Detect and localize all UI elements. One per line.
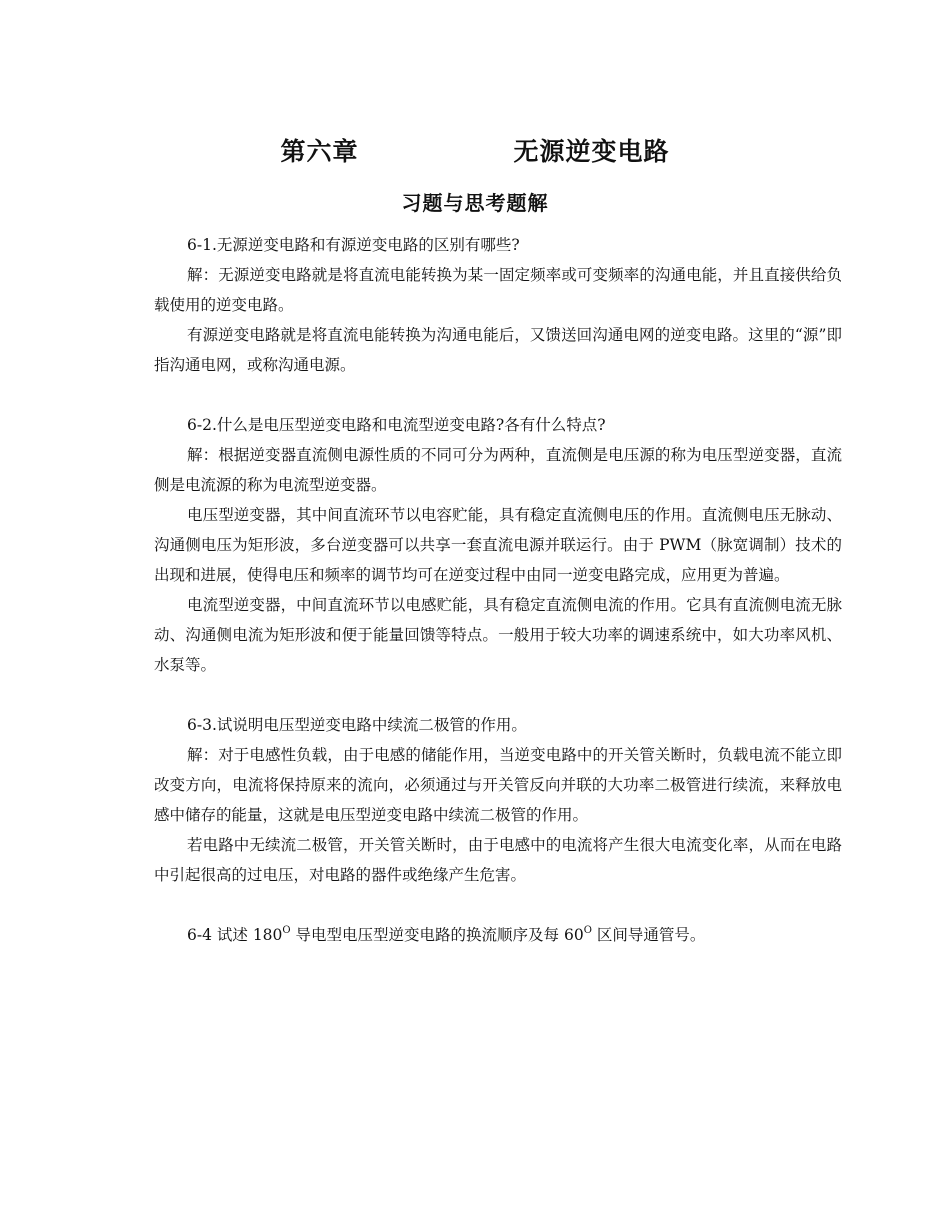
answer-6-2-paragraph-2: 电压型逆变器，其中间直流环节以电容贮能，具有稳定直流侧电压的作用。直流侧电压无脉动、沟通侧电压为矩形波，多台逆变器可以共享一套直流电源并联运行。由于 PWM（脉宽调制）技术的出现和进展，使得电压和频率的调节均可在逆变过程中由同一逆变电路完成，应用更为普遍。: [154, 506, 842, 584]
question-6-4: [154, 920, 842, 950]
answer-6-3-paragraph-1: 解：对于电感性负载，由于电感的储能作用，当逆变电路中的开关管关断时，负载电流不能立即改变方向，电流将保持原来的流向，必须通过与开关管反向并联的大功率二极管进行续流，来释放电感中储存的能量，这就是电压型逆变电路中续流二极管的作用。: [154, 746, 842, 824]
answer-6-2-paragraph-1: 解：根据逆变器直流侧电源性质的不同可分为两种，直流侧是电压源的称为电压型逆变器，直流侧是电流源的称为电流型逆变器。: [154, 446, 842, 494]
section-title: 习题与思考题解: [401, 191, 549, 215]
answer-6-1-paragraph-2: 有源逆变电路就是将直流电能转换为沟通电能后，又馈送回沟通电网的逆变电路。这里的“源”即指沟通电网，或称沟通电源。: [154, 326, 842, 374]
document-body: [154, 230, 842, 950]
answer-6-1-paragraph-1: 解：无源逆变电路就是将直流电能转换为某一固定频率或可变频率的沟通电能，并且直接供给负载使用的逆变电路。: [154, 266, 842, 314]
question-6-3: 6-3.试说明电压型逆变电路中续流二极管的作用。: [187, 716, 527, 734]
question-6-1: 6-1.无源逆变电路和有源逆变电路的区别有哪些?: [187, 236, 520, 254]
question-6-2: 6-2.什么是电压型逆变电路和电流型逆变电路?各有什么特点?: [187, 416, 606, 434]
question-6-4-text-3: 区间导通管号。: [591, 926, 706, 944]
answer-6-3-paragraph-2: 若电路中无续流二极管，开关管关断时，由于电感中的电流将产生很大电流变化率，从而在电路中引起很高的过电压，对电路的器件或绝缘产生危害。: [154, 836, 842, 884]
degree-superscript: O: [583, 925, 592, 936]
question-6-4-text-2: 导电型电压型逆变电路的换流顺序及每 60: [290, 926, 584, 944]
question-6-4-text-1: 6-4 试述 180: [187, 926, 283, 944]
degree-superscript: O: [282, 925, 291, 936]
answer-6-2-paragraph-3: 电流型逆变器，中间直流环节以电感贮能，具有稳定直流侧电流的作用。它具有直流侧电流无脉动、沟通侧电流为矩形波和便于能量回馈等特点。一般用于较大功率的调速系统中，如大功率风机、水泵等。: [154, 596, 842, 674]
chapter-title: 第六章 无源逆变电路: [280, 137, 670, 166]
